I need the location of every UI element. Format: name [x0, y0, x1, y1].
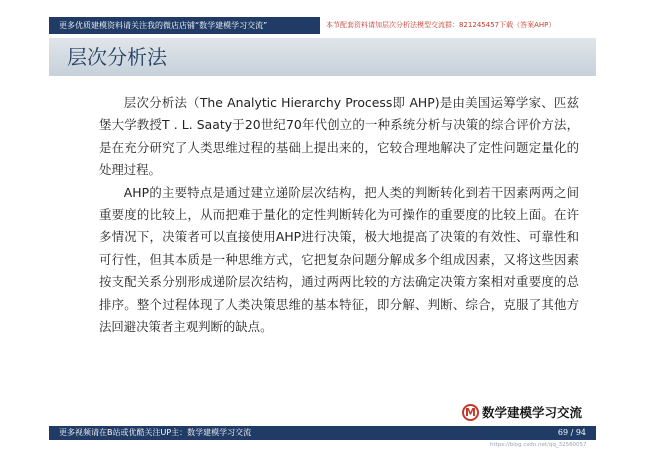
bottom-left-banner: 更多视频请在B站或优酷关注UP主：数学建模学习交流 [59, 428, 252, 437]
logo-text: 数学建模学习交流 [482, 405, 583, 420]
paragraph-1: 层次分析法（The Analytic Hierarchy Process即 AHP)是由美国运筹学家、匹兹堡大学教授T . L. Saaty于20世纪70年代创立的一种系统分析与决策的综合评价方法，是在充分研究了人类思维过程的基础上提出来的，它较合理地解决了定性问题定量化的处理过程。 [99, 95, 579, 178]
top-banner [49, 17, 596, 34]
brand-logo [462, 401, 582, 423]
slide-title: 层次分析法 [67, 45, 167, 69]
slide-body [99, 92, 579, 338]
bottom-banner [49, 426, 596, 440]
top-left-banner: 更多优质建模资料请关注我的微店店铺“数学建模学习交流” [49, 17, 320, 34]
top-right-banner: 本节配套资料请加层次分析法模型交流群：821245457下载（答案AHP） [326, 21, 556, 29]
csdn-watermark: https://blog.csdn.net/qq_32560057 [490, 442, 587, 448]
title-band [49, 38, 596, 76]
page-indicator: 69 / 94 [557, 428, 586, 437]
logo-m-icon: M [462, 404, 479, 421]
paragraph-2: AHP的主要特点是通过建立递阶层次结构，把人类的判断转化到若干因素两两之间重要度的比较上，从而把难于量化的定性判断转化为可操作的重要度的比较上面。在许多情况下，决策者可以直接使用AHP进行决策，极大地提高了决策的有效性、可靠性和可行性，但其本质是一种思维方式，它把复杂问题分解成多个组成因素，又将这些因素按支配关系分别形成递阶层次结构，通过两两比较的方法确定决策方案相对重要度的总排序。整个过程体现了人类决策思维的基本特征，即分解、判断、综合，克服了其他方法回避决策者主观判断的缺点。 [99, 184, 579, 335]
